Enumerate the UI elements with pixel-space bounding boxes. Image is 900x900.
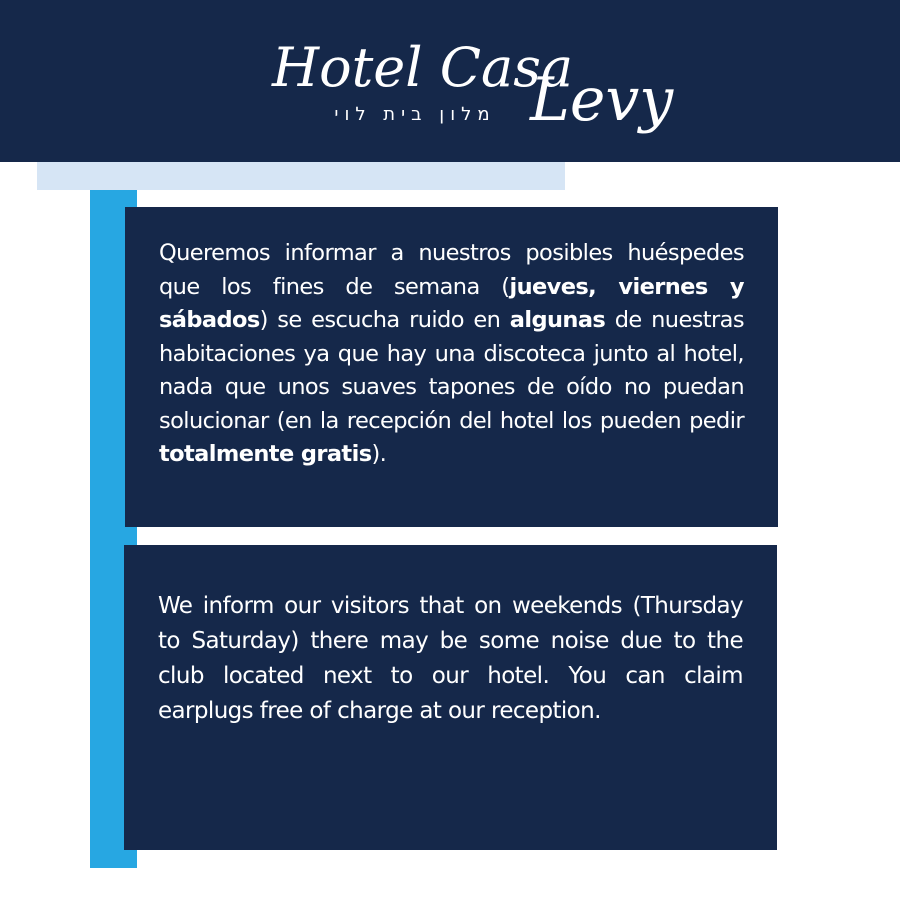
hebrew-hotel-name: מלון בית לוי (334, 104, 496, 125)
hotel-logo (0, 0, 900, 162)
notice-spanish-text: Queremos informar a nuestros posibles huéspedes que los fines de semana (jueves, viernes y sábados) se escucha ruido en algunas de nuestras habitaciones ya que hay una discoteca junto al hotel, nada que unos suaves tapones de oído no puedan solucionar (en la recepción del hotel los pueden pedir totalmente gratis). (159, 240, 744, 467)
light-blue-band (37, 162, 565, 190)
logo-line1: Hotel Casa (272, 36, 574, 99)
notice-spanish-panel (125, 207, 778, 527)
notice-english-text: We inform our visitors that on weekends (Thursday to Saturday) there may be some noise due to the club located next to our hotel. You can claim earplugs free of charge at our reception. (158, 593, 743, 724)
logo-line2: Levy (530, 65, 674, 135)
notice-english-panel (124, 545, 777, 850)
header-banner (0, 0, 900, 162)
